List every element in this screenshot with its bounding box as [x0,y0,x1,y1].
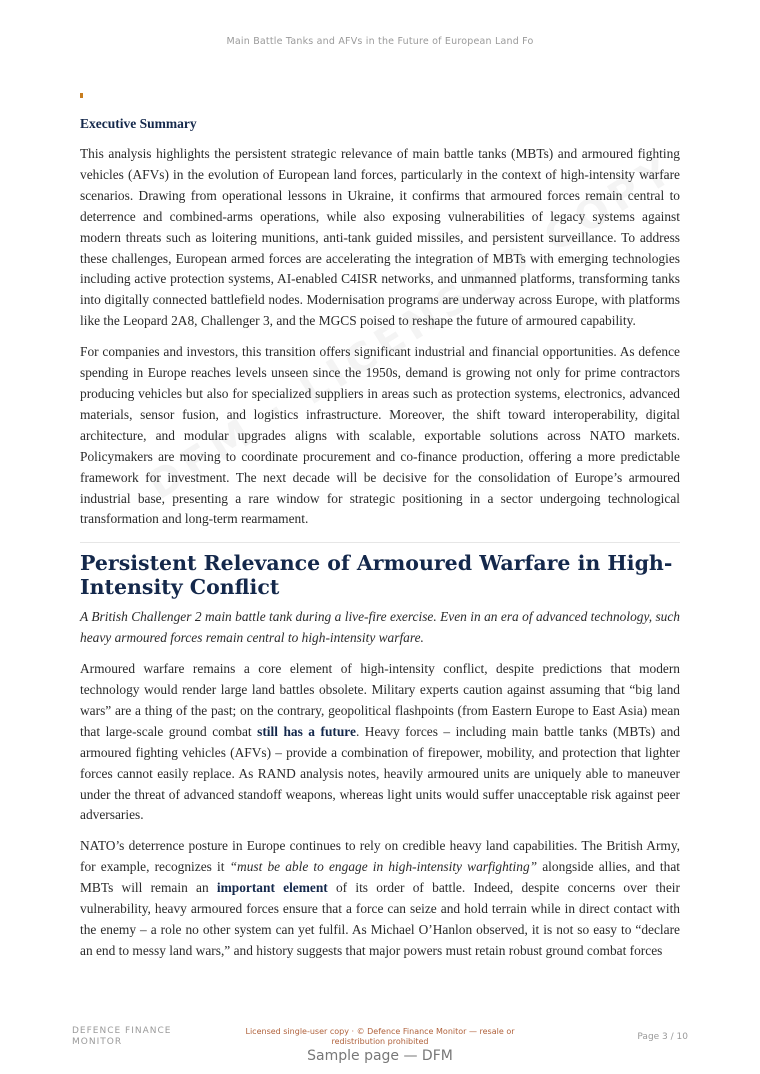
section-heading: Persistent Relevance of Armoured Warfare in High-Intensity Conflict [80,551,673,599]
section-paragraph-1 [80,659,680,826]
emphasis-text: still has a future [257,723,356,739]
quotation: “must be able to engage in high-intensity warfighting” [229,859,538,875]
section-paragraph-2 [80,836,680,961]
sample-page-label: Sample page — DFM [307,1048,453,1064]
paragraph-text: alongside allies, and that MBTs will remain an [80,859,680,896]
footer-license-notice: Licensed single-user copy · © Defence Finance Monitor — resale or redistribution prohibited [245,1027,515,1046]
footer-publisher: DEFENCE FINANCE MONITOR [72,1026,172,1047]
paragraph-text: of its order of battle. Indeed, despite concerns over their vulnerability, heavy armoured forces ensure that a force can seize and hold terrain while in direct contact with the enemy – a role no other system can yet fulfil. As Michael O’Hanlon observed, it is not so easy to “declare an end to messy land wars,” and history suggests that major powers must retain robust ground combat forces [80,880,680,958]
emphasis-text: important element [216,880,328,896]
executive-summary-heading: Executive Summary [80,116,197,131]
image-caption: A British Challenger 2 main battle tank during a live-fire exercise. Even in an era of advanced technology, such heavy armoured forces remain central to high-intensity warfare. [80,609,680,646]
exec-summary-paragraph-1: This analysis highlights the persistent strategic relevance of main battle tanks (MBTs) and armoured fighting vehicles (AFVs) in the evolution of European land forces, particularly in the context of high-intensity warfare scenarios. Drawing from operational lessons in Ukraine, it confirms that armoured forces remain central to deterrence and combined-arms operations, while also exposing vulnerabilities of legacy systems against modern threats such as loitering munitions, anti-tank guided missiles, and persistent surveillance. To address these challenges, European armed forces are accelerating the integration of MBTs with emerging technologies including active protection systems, AI-enabled C4ISR networks, and unmanned platforms, transforming tanks into digitally connected battlefield nodes. Modernisation programs are underway across Europe, with platforms like the Leopard 2A8, Challenger 3, and the MGCS poised to reshape the future of armoured capability. [80,146,680,329]
paragraph-text: Armoured warfare remains a core element of high-intensity conflict, despite predictions that modern technology would render large land battles obsolete. Military experts caution against assuming that “big land wars” are a thing of the past; on the contrary, geopolitical flashpoints (from Eastern Europe to East Asia) mean that large-scale ground combat [80,661,680,739]
accent-mark [80,93,83,98]
paragraph-text: NATO’s deterrence posture in Europe continues to rely on credible heavy land capabilities. The British Army, for example, recognizes it [80,838,680,875]
exec-summary-paragraph-2: For companies and investors, this transition offers significant industrial and financial opportunities. As defence spending in Europe reaches levels unseen since the 1950s, demand is growing not only for prime contractors producing vehicles but also for specialized suppliers in areas such as protection systems, electronics, advanced materials, sensor fusion, and logistics infrastructure. Moreover, the shift toward interoperability, digital architecture, and modular upgrades aligns with scalable, exportable solutions across NATO markets. Policymakers are moving to coordinate procurement and co-finance production, offering a more predictable framework for investment. The next decade will be decisive for the consolidation of Europe’s armoured industrial base, presenting a rare window for strategic positioning in a sector undergoing technological transformation and long-term rearmament. [80,344,680,527]
page-number: Page 3 / 10 [637,1032,688,1042]
running-header: Main Battle Tanks and AFVs in the Future of European Land Fo [226,36,534,47]
section-divider [80,542,680,543]
page-content [80,116,680,972]
paragraph-text: . Heavy forces – including main battle tanks (MBTs) and armoured fighting vehicles (AFVs) – provide a combination of firepower, mobility, and protection that lighter forces cannot easily replace. As RAND analysis notes, heavily armoured units are uniquely able to maneuver under the threat of advanced standoff weapons, whereas light units would suffer unacceptable risk against peer adversaries. [80,723,680,823]
